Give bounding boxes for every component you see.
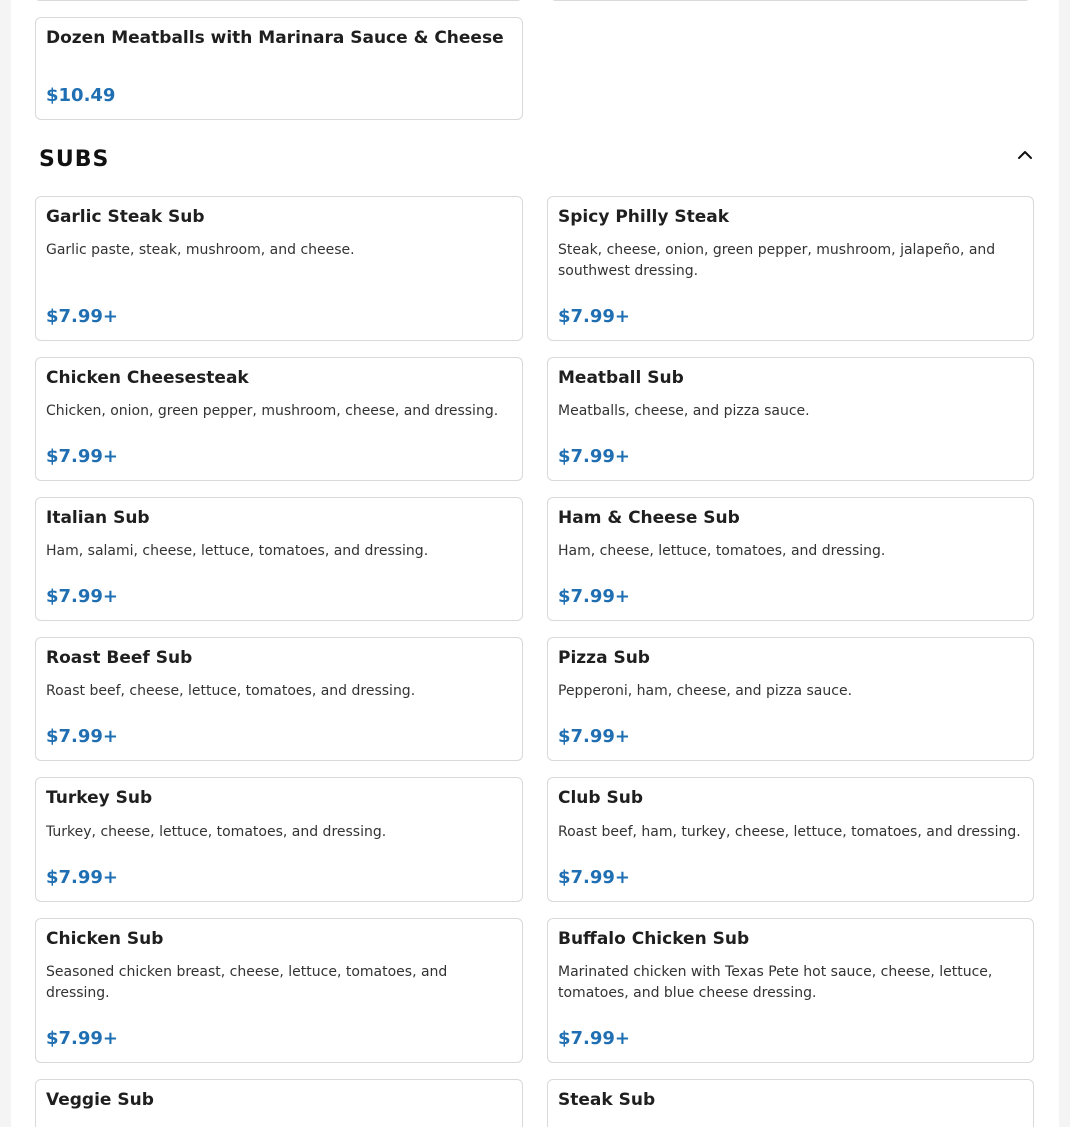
menu-item-name: Veggie Sub (46, 1090, 154, 1110)
menu-item-description: Steak, cheese, onion, green pepper, mushroom, jalapeño, and southwest dressing. (558, 242, 996, 279)
menu-item-description: Meatballs, cheese, and pizza sauce. (558, 403, 810, 419)
menu-page (11, 0, 1059, 1127)
menu-item-card[interactable] (547, 497, 1034, 621)
menu-item-card[interactable] (547, 357, 1034, 481)
menu-item-price: $7.99+ (46, 306, 119, 327)
menu-item-description: Seasoned chicken breast, cheese, lettuce, tomatoes, and dressing. (46, 964, 448, 1001)
menu-item-price: $7.99+ (46, 867, 119, 888)
menu-item-description: Garlic paste, steak, mushroom, and cheese. (46, 242, 355, 258)
menu-item-price: $7.99+ (558, 726, 631, 747)
menu-item-price: $7.99+ (46, 726, 119, 747)
menu-item-description: Turkey, cheese, lettuce, tomatoes, and dressing. (46, 824, 387, 840)
menu-item-card-partial[interactable] (35, 0, 522, 1)
menu-item-name: Steak Sub (558, 1090, 656, 1110)
menu-item-price: $7.99+ (46, 446, 119, 467)
menu-item-name: Buffalo Chicken Sub (558, 929, 750, 949)
menu-item-name: Italian Sub (46, 508, 150, 528)
menu-item-description: Pepperoni, ham, cheese, and pizza sauce. (558, 683, 853, 699)
menu-item-card[interactable] (35, 357, 523, 481)
menu-item-name: Garlic Steak Sub (46, 207, 205, 227)
menu-item-price: $7.99+ (46, 1028, 119, 1049)
menu-item-price: $7.99+ (46, 586, 119, 607)
menu-item-card[interactable] (547, 196, 1034, 341)
menu-item-name: Turkey Sub (46, 788, 153, 808)
menu-item-price: $7.99+ (558, 446, 631, 467)
menu-item-name: Dozen Meatballs with Marinara Sauce & Cheese (46, 28, 504, 48)
menu-item-description: Ham, cheese, lettuce, tomatoes, and dressing. (558, 543, 886, 559)
section-collapse-button[interactable] (1013, 142, 1037, 166)
menu-item-card-partial[interactable] (551, 0, 1030, 1)
menu-item-name: Chicken Sub (46, 929, 164, 949)
section-title: SUBS (39, 147, 110, 172)
menu-item-card[interactable] (547, 918, 1034, 1063)
menu-item-description: Roast beef, ham, turkey, cheese, lettuce, tomatoes, and dressing. (558, 824, 1021, 840)
menu-item-name: Pizza Sub (558, 648, 650, 668)
menu-item-card[interactable] (35, 637, 523, 761)
menu-item-card[interactable] (547, 637, 1034, 761)
menu-item-price: $7.99+ (558, 867, 631, 888)
menu-item-card[interactable] (35, 1079, 523, 1127)
menu-item-name: Roast Beef Sub (46, 648, 193, 668)
menu-item-name: Meatball Sub (558, 368, 684, 388)
menu-item-description: Ham, salami, cheese, lettuce, tomatoes, and dressing. (46, 543, 429, 559)
menu-item-card[interactable] (547, 777, 1034, 902)
menu-item-card[interactable] (35, 918, 523, 1063)
menu-item-card[interactable] (547, 1079, 1034, 1127)
menu-item-price: $7.99+ (558, 586, 631, 607)
menu-item-card[interactable] (35, 497, 523, 621)
menu-item-name: Chicken Cheesesteak (46, 368, 249, 388)
menu-item-name: Club Sub (558, 788, 644, 808)
menu-item-name: Spicy Philly Steak (558, 207, 730, 227)
menu-item-description: Marinated chicken with Texas Pete hot sauce, cheese, lettuce, tomatoes, and blue cheese dressing. (558, 964, 993, 1001)
menu-item-price: $7.99+ (558, 306, 631, 327)
menu-item-price: $10.49 (46, 85, 116, 106)
menu-item-description: Chicken, onion, green pepper, mushroom, cheese, and dressing. (46, 403, 499, 419)
chevron-up-icon (1017, 145, 1033, 164)
menu-item-card[interactable] (35, 196, 523, 341)
menu-item-card[interactable] (35, 17, 523, 120)
menu-item-price: $7.99+ (558, 1028, 631, 1049)
menu-item-description: Roast beef, cheese, lettuce, tomatoes, and dressing. (46, 683, 416, 699)
menu-item-name: Ham & Cheese Sub (558, 508, 740, 528)
menu-item-card[interactable] (35, 777, 523, 902)
